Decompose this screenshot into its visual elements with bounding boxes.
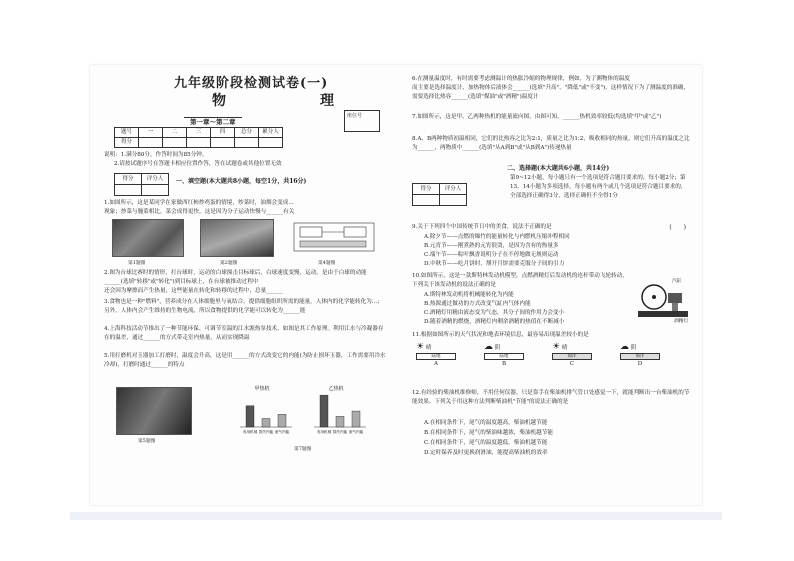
q2-photo [200, 219, 274, 257]
grader-name-label: 评分人 [142, 174, 169, 185]
cloud-icon: ☁ [620, 342, 629, 352]
bar-label: 损失内能 [258, 430, 274, 434]
q9-option-c: C.端午节——粽叶飘香说明分子在不停地做无规则运动 [424, 252, 559, 258]
score-cell [235, 138, 259, 148]
question-5: 5.用打磨机对玉器加工打磨时，温度会升高，这是用______的方式改变它的内能(为防止损坏玉器，工作需要用冷水冷却)，打磨时通过______的特点 [104, 353, 386, 368]
question-3: 3.食物也是一种"燃料"，营养成分在人体细胞里与氧结合，提供细胞组织所需的能量。人体内的化学能转化为...；另外，人体内会产生维持的生物电流，所以食物提供的化学能可以转化为______能 [104, 299, 383, 314]
energy-bar [320, 395, 328, 427]
bottom-band [70, 512, 722, 520]
weather-label: 晴 [425, 345, 432, 351]
exam-title: 九年级阶段检测试卷(一) [174, 76, 329, 91]
q12-option-d: D.定时保养及时更换润滑油，能提高柴油机的效率 [424, 450, 548, 456]
question-6a: 6.在测量温度时，有时需要考虑测温计的热胀冷缩的物理规律，例如，为了测物体的温度 [412, 76, 630, 82]
grader-score-label: 得分 [115, 174, 142, 185]
question-4: 4.上海科技活动节推出了一种节能环保、可调节室温的江水源热泵技术。如图是其工作原理。利用江水与冷凝器存在的温差，通过______的方式带走室内热量，从而实现降温 [104, 326, 384, 341]
sun-icon: ☀ [552, 342, 561, 352]
surface-label: 陆地 [416, 353, 456, 360]
bar-label: 废气内能 [274, 430, 290, 434]
caption-q5: 第5题图 [138, 439, 156, 444]
score-table [114, 127, 283, 148]
label-alcohol-lamp: 酒精灯 [674, 319, 689, 324]
q9-option-a: A.除夕节——点燃的爆竹的能量转化与内燃机压缩冲程相同 [424, 234, 570, 240]
option-letter: D [637, 361, 643, 367]
score-cell [163, 138, 187, 148]
question-2a: 2.图为台球比赛时的情形，打台球时，运动的白球撞击目标球后，白球速度变慢，运动。是由于白球的动能______(选填"转移"或"转化")到目标球上，在台球被推动过程中 [104, 270, 367, 285]
grader-cell [115, 185, 142, 196]
surface-label: 海洋 [552, 353, 592, 360]
sun-icon: ☀ [416, 342, 425, 352]
grader-name-label: 评分人 [440, 184, 467, 195]
caption-q4: 第4题图 [318, 261, 336, 266]
score-row-values [115, 138, 283, 148]
score-row-header [115, 128, 283, 138]
weather-label: 阴 [630, 345, 637, 351]
score-cell: 二 [163, 128, 187, 138]
caption-q7: 第7题图 [294, 447, 312, 452]
score-cell: 得分 [115, 138, 139, 148]
question-2b: 还会因为摩擦而产生热量，这些能量在转化和转移的过程中，总量______ [104, 288, 284, 294]
weather-card-c [552, 343, 592, 367]
question-1b: 现象；炒菜与腌菜相比，菜会成得更快，这是因为分子运动快慢与______有关 [104, 209, 295, 215]
surface-label: 陆地 [484, 353, 524, 360]
q10-option-a: A.斯特林发动机将机械能转化为内能 [424, 292, 514, 298]
section1-title: 一、填空题(本大题共8小题，每空1分，共16分) [176, 178, 307, 185]
chapter-range: 第一章～第二章 [184, 117, 242, 128]
right-page [412, 65, 692, 505]
q9-answer-bracket: ( ) [669, 224, 686, 231]
grader-box-2 [412, 183, 467, 206]
bar-label: 损失内能 [332, 430, 348, 434]
q4-heat-pump-diagram [288, 217, 380, 257]
section2-note: 第9~12小题，每小题只有一个选项是符合题目要求的，每小题2分；第13、14小题为多项选择，每小题有两个或几个选项是符合题目要求的，全部选择正确得3分，选择正确但不全得1分 [510, 175, 687, 199]
q9-option-b: B.元宵节——刚煮熟的元宵很烫，是因为含有的热量多 [424, 243, 559, 249]
score-cell: 累分人 [259, 128, 283, 138]
grader-cell [413, 195, 440, 206]
score-cell [259, 138, 283, 148]
q12-stem: 12.有经验的柴油机维修师，不用任何仪器，只是靠手在柴油机排气管口处感觉一下，就能判断出一台柴油机的节能效果。下列关于用这种方法判断柴油机"节能"的说法正确的是 [412, 390, 690, 405]
label-cylinder: 汽缸 [672, 279, 682, 284]
weather-card-b [484, 343, 524, 367]
score-cell [139, 138, 163, 148]
q11-stem: 11.根据如图所示的天气状况和地表环境信息，最容易出现温差较小的是 [412, 332, 589, 338]
q10-option-c: C.酒精灯用精由液态变为气态，其分子间的作用力会变小 [424, 310, 565, 316]
q12-option-b: B.在相同条件下，尾气的柴油味越浓，柴油机越节能 [424, 430, 553, 436]
option-letter: B [501, 361, 507, 367]
energy-bar [246, 406, 254, 427]
energy-bar [352, 411, 360, 427]
q10-option-b: B.热源通过做功的方式改变气缸内气体内能 [424, 301, 531, 307]
weather-label: 阴 [494, 345, 501, 351]
energy-bar [262, 419, 270, 428]
question-8: 8.A、B两种物质初温相同，它们的比热容之比为2:1，质量之比为1:2，吸收相同的热量，则它们升高的温度之比为______，两物质中______(选填"从A到B"或"从B到A")传递热量 [412, 136, 690, 151]
bar-label: 有用机械 [316, 430, 332, 434]
grader-cell [142, 185, 169, 196]
weather-card-d [620, 343, 660, 367]
q5-photo [116, 387, 192, 435]
q10-stem: 10.如图所示，这是一款斯特林发动机模型，点燃酒精灯后发动机的连杆带动飞轮转动，下列关于该发动机的说法正确的是 [412, 273, 628, 288]
exam-sheet [90, 65, 702, 505]
question-7: 7.如图所示，这是甲、乙两种热机的能量流向图，由图可知，______热机效率较低(均选填"甲"或"乙") [412, 114, 662, 120]
instruction-2: 2.请按试题序号在答题卡相应位置作答，答在试题卷或其他位置无效 [114, 161, 282, 167]
q9-stem: 9.关于下列四个中国传统节日中的美食，说法不正确的是 [412, 224, 552, 230]
option-letter: A [433, 361, 439, 367]
q7-energy-bars [234, 383, 384, 441]
caption-q1: 第1题图 [128, 261, 146, 266]
seat-label: 座位号 [347, 113, 363, 119]
score-cell: 题号 [115, 128, 139, 138]
grader-cell [440, 195, 467, 206]
energy-bar [336, 416, 344, 427]
q9-option-d: D.中秋节——吃月饼时，掰开月饼需要克服分子间的引力 [424, 261, 565, 267]
score-cell [187, 138, 211, 148]
option-letter: C [569, 361, 575, 367]
score-cell: 三 [187, 128, 211, 138]
surface-label: 海洋 [620, 353, 660, 360]
q12-option-a: A.在相同条件下，尾气的温度越高，柴油机越节能 [424, 420, 548, 426]
q1-photo [112, 219, 184, 257]
q10-option-d: D.随着酒精的燃烧，酒精灯内剩余酒精的热值在不断减小 [424, 319, 565, 325]
score-cell: 一 [139, 128, 163, 138]
weather-label: 晴 [561, 345, 568, 351]
caption-q2: 第2题图 [220, 261, 238, 266]
left-page [104, 65, 386, 505]
cloud-icon: ☁ [484, 342, 493, 352]
question-6b: 而主要是选择温度计，加热物体后液体会______(选填"升高"、"降低"或"不变")，这样情况下为了测温度的准确，需要选择比热容______(选填"煤油"或"酒精")温度计 [412, 85, 690, 100]
seat-number-box [344, 110, 380, 132]
q11-weather-cards [416, 343, 686, 383]
score-cell: 四 [211, 128, 235, 138]
grader-box [114, 173, 169, 196]
bar-chart-title: 甲热机 [254, 386, 270, 392]
q12-option-c: C.在相同条件下，尾气的温度越低，柴油机越节能 [424, 440, 548, 446]
instruction-1: 说明：1.满分80分，作答时间为85分钟。 [104, 152, 208, 158]
weather-card-a [416, 343, 456, 367]
energy-bar [278, 414, 286, 427]
bar-label: 废气内能 [348, 430, 364, 434]
score-cell: 总分 [235, 128, 259, 138]
section2-title: 二、选择题(本大题共6小题，共14分) [507, 165, 610, 172]
score-cell [211, 138, 235, 148]
subject-title: 物 理 [212, 93, 356, 109]
bar-chart-title: 乙热机 [328, 386, 344, 392]
bar-label: 有用机械 [242, 430, 258, 434]
grader-score-label: 得分 [413, 184, 440, 195]
question-1a: 1.如图所示，这是某同学在家做西红柿炒鸡蛋的情境，炒菜时，油烟会变成... [104, 200, 294, 206]
